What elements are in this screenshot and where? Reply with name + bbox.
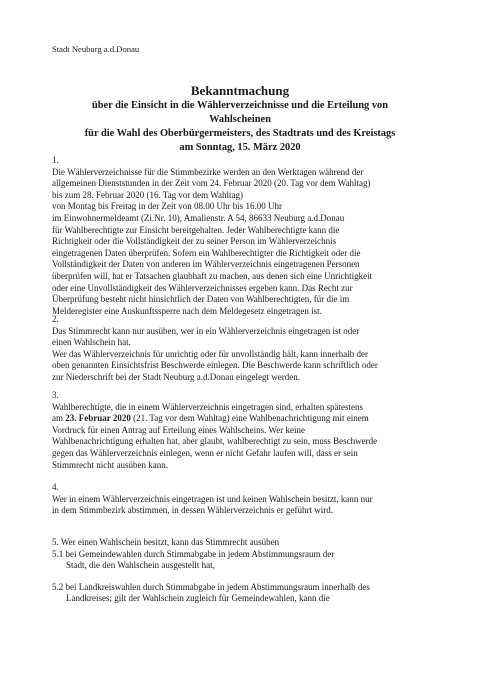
title-subtitle	[40, 99, 440, 155]
text-line: für Wahlberechtigte zur Einsicht bereitgehalten. Jeder Wahlberechtigte kann die	[52, 224, 340, 235]
section-1	[52, 155, 438, 317]
section-number: 4.	[52, 482, 59, 492]
text-line: überprüfen will, hat er Tatsachen glaubhaft zu machen, aus denen sich eine Unrichtigkeit	[52, 270, 373, 281]
text-line: Die Wählerverzeichnisse für die Stimmbezirke werden an den Werktagen während der	[52, 166, 364, 177]
section-5-intro: 5. Wer einen Wahlschein besitzt, kann das Stimmrecht ausüben	[52, 537, 280, 547]
text-line: zur Niederschrift bei der Stadt Neuburg a.d.Donau eingelegt werden.	[52, 371, 300, 382]
text-line: in dem Stimmbezirk abstimmen, in dessen Wählerverzeichnis er geführt wird.	[52, 505, 334, 516]
list-item-5-2: 5.2 bei Landkreiswahlen durch Stimmabgabe in jedem Abstimmungsraum innerhalb des	[52, 581, 370, 592]
text-line: Überprüfung besteht nicht hinsichtlich der Daten von Wahlberechtigten, für die im	[52, 294, 350, 305]
text-line: einen Wahlschein hat.	[52, 337, 131, 348]
section-2	[52, 314, 438, 384]
text-line: Vordruck für einen Antrag auf Erteilung eines Wahlscheins. Wer keine	[52, 424, 305, 435]
section-4	[52, 482, 438, 517]
text-line: Richtigkeit oder die Vollständigkeit der zu seiner Person im Wählerverzeichnis	[52, 236, 337, 247]
list-item-5-1-continuation: Stadt, die den Wahlschein ausgestellt hat,	[66, 560, 215, 571]
text-line: Das Stimmrecht kann nur ausüben, wer in ein Wählerverzeichnis eingetragen ist oder	[52, 325, 360, 336]
text-line: Stimmrecht nicht ausüben kann.	[52, 459, 168, 470]
section-number: 2.	[52, 314, 59, 324]
text-line: oder eine Unvollständigkeit des Wählerverzeichnisses ergeben kann. Das Recht zur	[52, 282, 353, 293]
section-3	[52, 390, 438, 471]
text-line: im Einwohnermeldeamt (Zi.Nr. 10), Amalienstr. A 54, 86633 Neuburg a.d.Donau	[52, 212, 345, 223]
text-line: gegen das Wählerverzeichnis einlegen, wenn er nicht Gefahr laufen will, dass er sein	[52, 447, 358, 458]
text-line: bis zum 28. Februar 2020 (16. Tag vor dem Wahltag)	[52, 189, 244, 200]
section-number: 3.	[52, 390, 59, 400]
text-line: oben genannten Einsichtsfrist Beschwerde einlegen. Die Beschwerde kann schriftlich oder	[52, 360, 378, 371]
text-line: Wahlberechtigte, die in einem Wählerverzeichnis eingetragen sind, erhalten spätestens	[52, 401, 363, 412]
list-item-5-1: 5.1 bei Gemeindewahlen durch Stimmabgabe in jedem Abstimmungsraum der	[52, 548, 335, 559]
text-fragment: am	[52, 413, 66, 424]
title-sub-line: Wahlscheinen	[209, 114, 271, 125]
list-item-5-2-continuation: Landkreises; gilt der Wahlschein zugleich für Gemeindewahlen, kann die	[66, 593, 330, 604]
title-sub-line: über die Einsicht in die Wählerverzeichnisse und die Erteilung von	[91, 100, 389, 111]
text-line-with-date	[52, 413, 438, 425]
deadline-date: 23. Februar 2020	[65, 413, 131, 424]
title-sub-line: für die Wahl des Oberbürgermeisters, des Stadtrats und des Kreistags	[84, 128, 396, 139]
title-main: Bekanntmachung	[190, 83, 290, 98]
text-line: Vollständigkeit der Daten von anderen im Wählerverzeichnis eingetragenen Personen	[52, 259, 360, 270]
title-sub-line: am Sonntag, 15. März 2020	[179, 142, 301, 153]
text-fragment: (21. Tag vor dem Wahltag) eine Wahlbenachrichtigung mit einem	[130, 413, 369, 424]
text-line: Wer das Wählerverzeichnis für unrichtig oder für unvollständig hält, kann innerhalb der	[52, 348, 369, 359]
text-line: Wahlbenachrichtigung erhalten hat, aber glaubt, wahlberechtigt zu sein, muss Beschwerde	[52, 436, 378, 447]
text-line: von Montag bis Freitag in der Zeit von 08.00 Uhr bis 16.00 Uhr	[52, 201, 282, 212]
text-line: allgemeinen Dienststunden in der Zeit vom 24. Februar 2020 (20. Tag vor dem Wahltag)	[52, 178, 371, 189]
text-line: Melderegister eine Auskunftssperre nach dem Meldegesetz eingetragen ist.	[52, 305, 322, 316]
section-5	[52, 537, 438, 605]
text-line: Wer in einem Wählerverzeichnis eingetragen ist und keinen Wahlschein besitzt, kann nur	[52, 493, 373, 504]
issuing-authority: Stadt Neuburg a.d.Donau	[52, 44, 140, 54]
text-line: eingetragenen Daten überprüfen. Sofern ein Wahlberechtigter die Richtigkeit oder die	[52, 247, 361, 258]
notice-title	[40, 84, 440, 155]
section-number: 1.	[52, 155, 59, 165]
